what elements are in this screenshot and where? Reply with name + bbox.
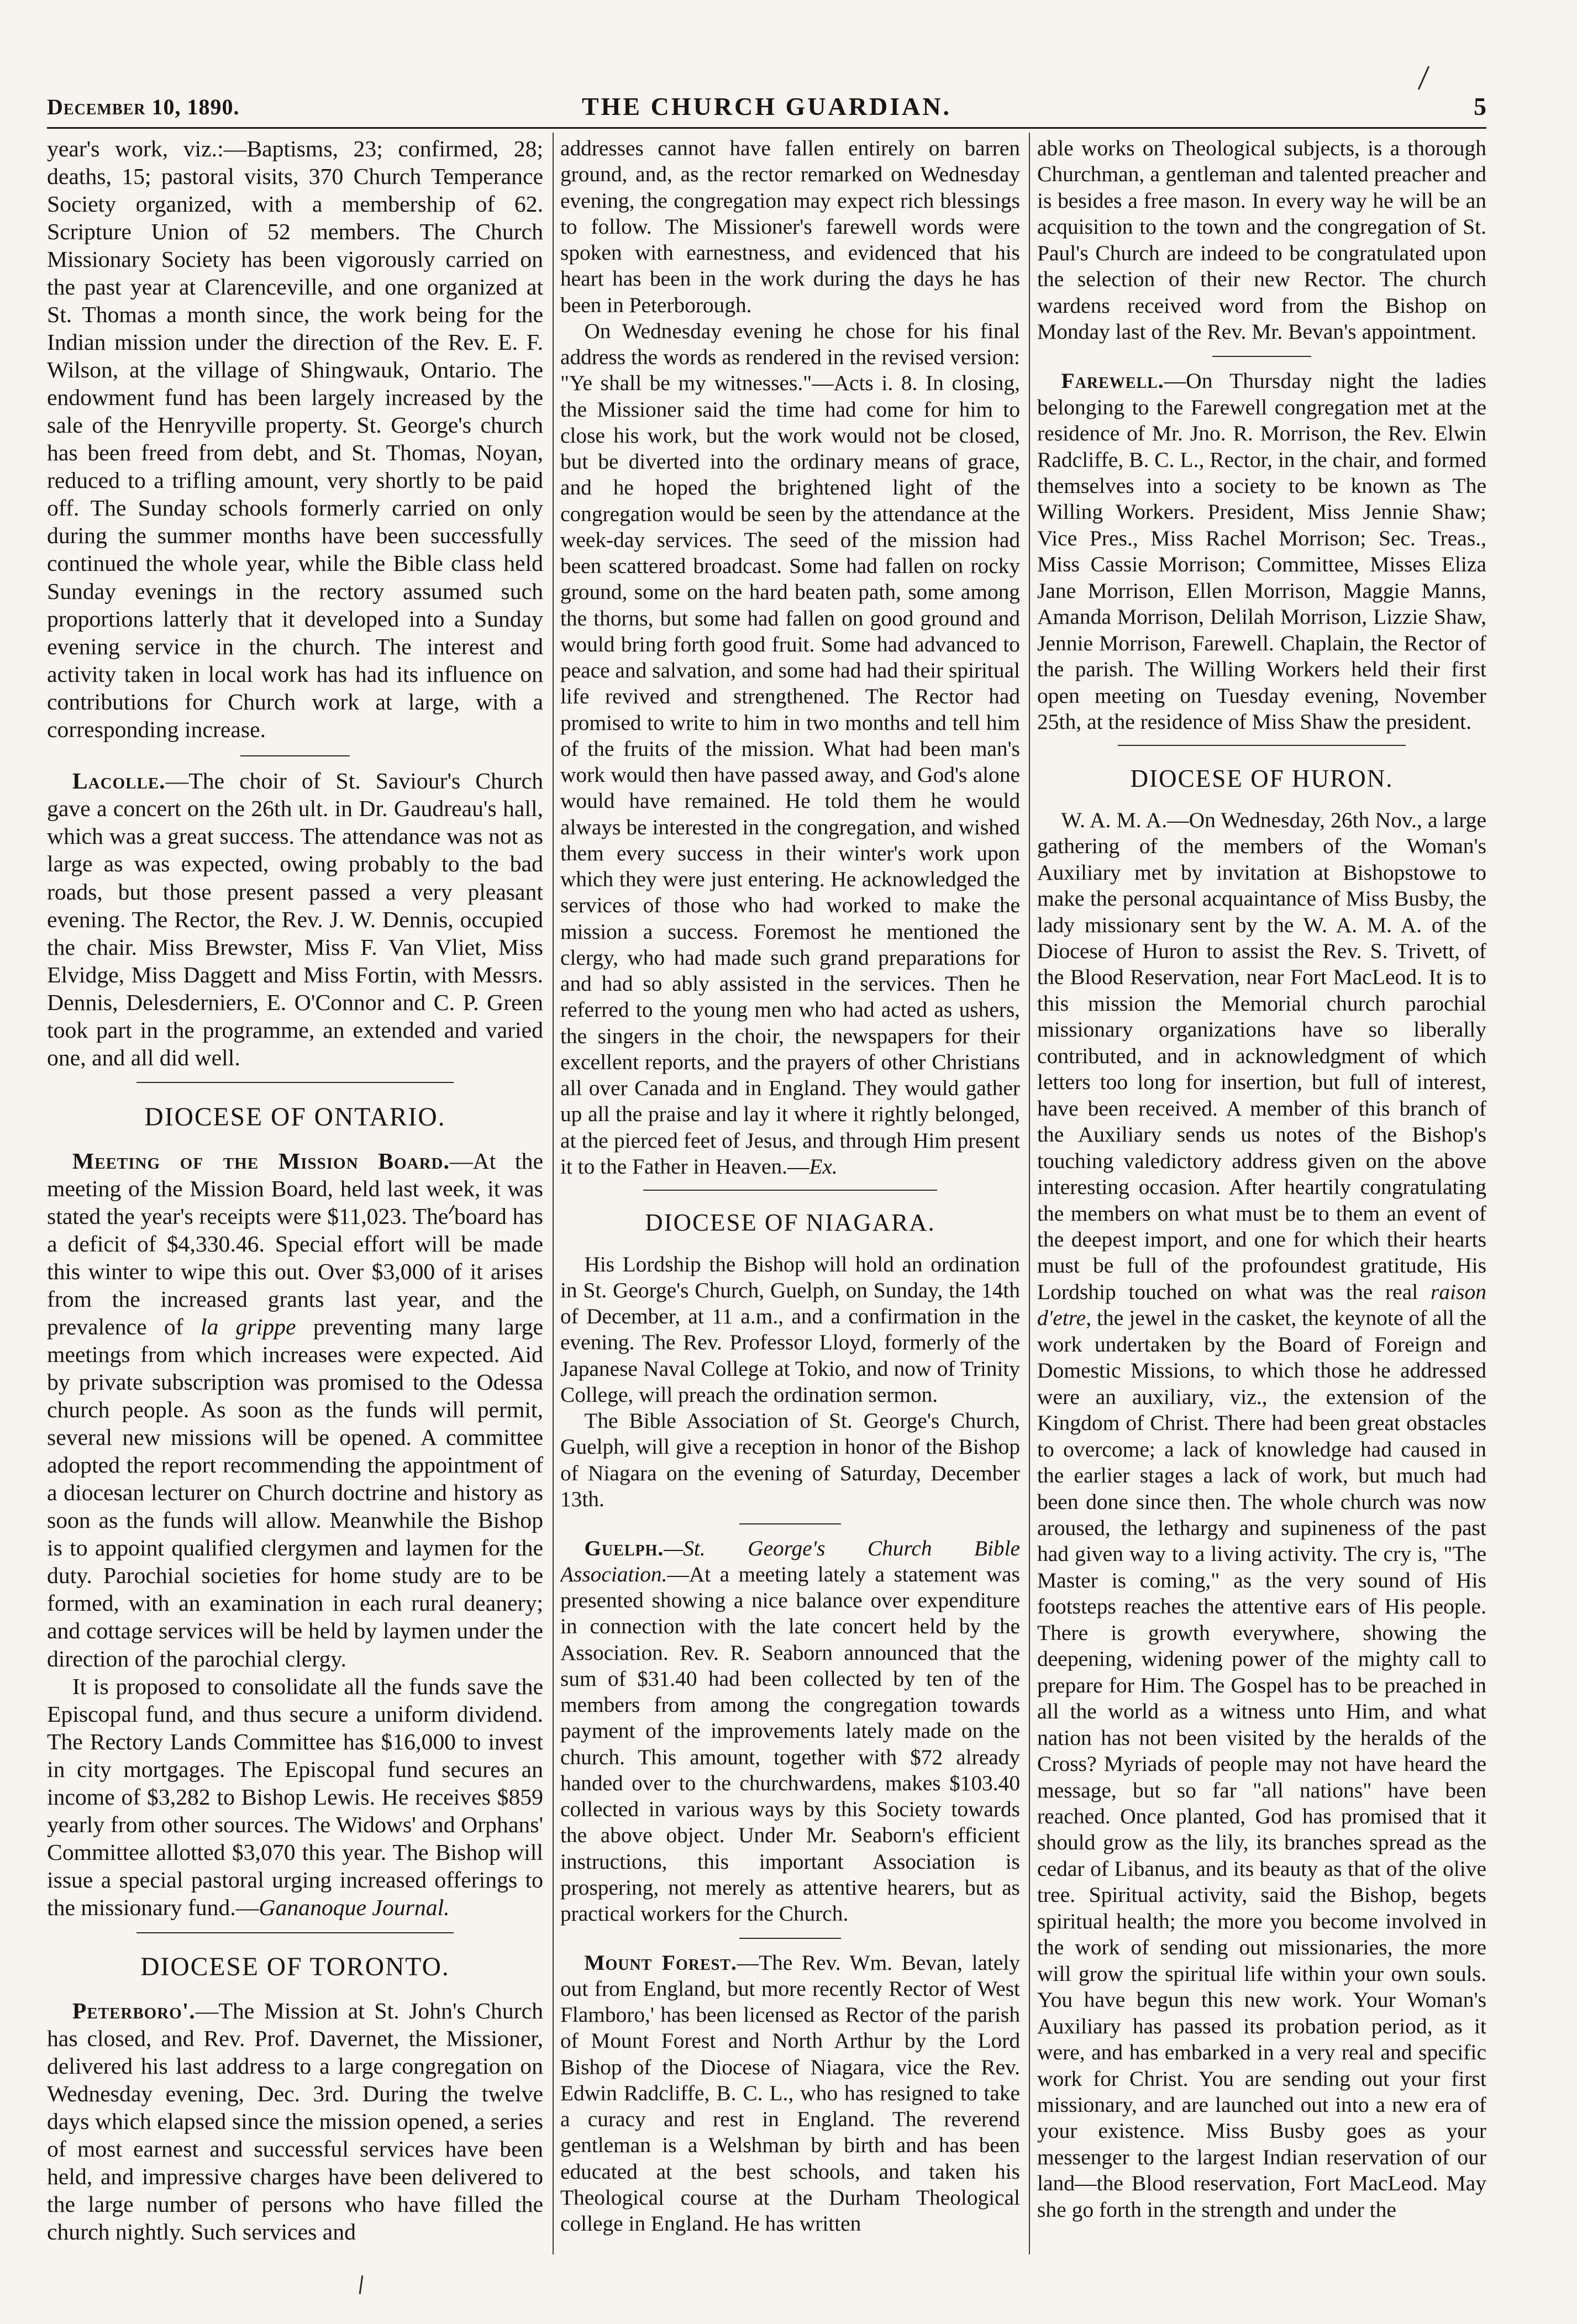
page-header [47, 80, 1486, 124]
masthead-title: THE CHURCH GUARDIAN. [581, 92, 952, 120]
issue-date: December 10, 1890. [47, 94, 240, 119]
section-rule [136, 1932, 454, 1933]
article-text: —On Thursday night the ladies belonging to the Farewell congregation met at the residence of Mr. Jno. R. Morrison, the Rev. Elwin Radcliffe, B. C. L., Rector, in the chair, and formed themselves into a society to be known as The Willing Workers. President, Miss Jennie Shaw; Vice Pres., Miss Rachel Morrison; Sec. Treas., Miss Cassie Morrison; Committee, Misses Eliza Jane Morrison, Ellen Morrison, Maggie Manns, Amanda Morrison, Delilah Morrison, Lizzie Shaw, Jennie Morrison, Farewell. Chaplain, the Rector of the parish. The Willing Workers held their first open meeting on Tuesday evening, November 25th, at the residence of Miss Shaw the president. [1037, 369, 1486, 734]
article-farewell [1037, 368, 1486, 735]
article-bible-association: The Bible Association of St. George's Church, Guelph, will give a reception in honor of the Bishop of Niagara on the evening of Saturday, December 13th. [560, 1408, 1020, 1511]
section-heading-ontario: DIOCESE OF ONTARIO. [144, 1102, 446, 1132]
section-heading-niagara: DIOCESE OF NIAGARA. [645, 1208, 935, 1237]
article-text: W. A. M. A.—On Wednesday, 26th Nov., a large gathering of the members of the Woman's Auxiliary met by invitation at Bishopstowe to make the personal acquaintance of Miss Busby, the lady missionary sent by the W. A. M. A. of the Diocese of Huron to assist the Rev. S. Trivett, of the Blood Reservation, near Fort MacLeod. It is to this mission the Memorial church parochial missionary organizations have so liberally contributed, and in acknowledgment of which letters too long for insertion, but full of interest, have been received. A member of this branch of the Auxiliary sends us notes of the Bishop's touching valedictory address given on the above interesting occasion. After heartily congratulating the members on what must be to them an event of the deepest import, and one for which their hearts must be full of the profoundest gratitude, His Lordship touched on what was the real [1037, 807, 1486, 1304]
dateline: Farewell. [1061, 369, 1164, 393]
article-lacolle [47, 767, 543, 1071]
section-heading-toronto: DIOCESE OF TORONTO. [140, 1952, 450, 1981]
article-text: preventing many large meetings from which increases were expected. Aid by private subscription was promised to the Odessa church people. As soon as the funds will permit, several new missions will be opened. A committee adopted the report recommending the appointment of a diocesan lecturer on Church doctrine and history as soon as the funds will allow. Meanwhile the Bishop is to appoint qualified clergymen and laymen for the duty. Parochial societies for home study are to be formed, with an examination in each rural deanery; and cottage services will be held by laymen under the direction of the parochial clergy. [47, 1315, 543, 1672]
article-text: —The choir of St. Saviour's Church gave a concert on the 26th ult. in Dr. Gaudreau's hall, which was a great success. The attendance was not as large as was expected, owing probably to the bad roads, but those present passed a very pleasant evening. The Rector, the Rev. J. W. Dennis, occupied the chair. Miss Brewster, Miss F. Van Vliet, Miss Elvidge, Miss Daggett and Miss Fortin, with Messrs. Dennis, Delesderniers, E. O'Connor and C. P. Green took part in the programme, an extended and varied one, and all did well. [47, 769, 543, 1071]
header-rule [47, 127, 1486, 129]
article-mission-close [560, 318, 1020, 1180]
page-number: 5 [1474, 92, 1486, 120]
article-text: addresses cannot have fallen entirely on barren ground, and, as the rector remarked on Wednesday evening, the congregation may expect rich blessings to follow. The Missioner's farewell words were spoken with earnestness, and evidenced that his heart has been in the work during the days he has been in Peterborough. [560, 136, 1020, 317]
dateline: Meeting of the Mission Board. [72, 1148, 450, 1174]
separator-rule [240, 755, 350, 756]
article-text: year's work, viz.:—Baptisms, 23; confirmed, 28; deaths, 15; pastoral visits, 370 Church Temperance Society organized, with a membership of 62. Scripture Union of 52 members. The Church Missionary Society has been vigorously carried on the past year at Clarenceville, and one organized at St. Thomas a month since, the work being for the Indian mission under the direction of the Rev. E. F. Wilson, at the village of Shingwauk, Ontario. The endowment fund has been largely increased by the sale of the Henryville property. St. George's church has been freed from debt, and St. Thomas, Noyan, reduced to a trifling amount, very shortly to be paid off. The Sunday schools formerly carried on only during the summer months have been successfully continued the whole year, while the Bible class held Sunday evenings in the rectory assumed such proportions latterly that it developed into a Sunday evening service in the church. The interest and activity taken in local work has had its influence on contributions for Church work at large, with a corresponding increase. [47, 136, 543, 743]
article-text: —At the meeting of the Mission Board, held last week, it was stated the year's receipts were $11,023. The board has a deficit of $4,330.46. Special effort will be made this winter to wipe this out. Over $3,000 of it arises from the increased grants last year, and the prevalence of [47, 1148, 543, 1340]
article-text: —At a meeting lately a statement was presented showing a nice balance over expenditure in connection with the late concert held by the Association. Rev. R. Seaborn announced that the sum of $31.40 had been collected by ten of the members from among the congregation towards payment of the improvements lately made on the church. This amount, together with $72 already handed over to the churchwardens, makes $103.40 collected in various ways by this Society towards the above object. Under Mr. Seaborn's efficient instructions, this important Association is prospering, not merely as attentive hearers, but as practical workers for the Church. [560, 1561, 1020, 1926]
source-credit: Ex. [809, 1154, 838, 1179]
article-mission-board [47, 1148, 543, 1673]
article-funds [47, 1673, 543, 1922]
column-rule-1 [553, 133, 554, 2254]
article-text: —The Mission at St. John's Church has closed, and Rev. Prof. Davernet, the Missioner, delivered his last address to a large congregation on Wednesday evening, Dec. 3rd. During the twelve days which elapsed since the mission opened, a series of most earnest and successful services have been held, and impressive charges have been delivered to the large number of persons who have filled the church nightly. Such services and [47, 1999, 543, 2246]
article-text: On Wednesday evening he chose for his final address the words as rendered in the revised version: "Ye shall be my witnesses."—Acts i. 8. In closing, the Missioner said the time had come for him to close his work, but the work would not be closed, but be diverted into the ordinary means of grace, and he hoped the brightened light of the congregation would be seen by the attendance at the week-day services. The seed of the mission had been scattered broadcast. Some had fallen on rocky ground, some on the hard beaten path, some among the thorns, but some had fallen on good ground and would bring forth good fruit. Some had advanced to peace and salvation, and some had had their spiritual life revived and strengthened. The Rector had promised to write to him in two months and tell him of the fruits of the mission. What had been man's work would then have passed away, and God's alone would have remained. He told them he would always be interested in the congregation, and wished them every success in their winter's work upon which they were just entering. He acknowledged the services of those who had worked to make the mission a success. Foremost he mentioned the clergy, who had made such grand preparations for and had so ably assisted in the services. Then he referred to the young men who had acted as ushers, the singers in the choir, the newspapers for their excellent reports, and the prayers of other Christians all over Canada and in England. They would gather up all the praise and lay it where it rightly belonged, at the pierced feet of Jesus, and through Him present it to the Father in Heaven.— [560, 318, 1020, 1179]
column-2 [560, 135, 1020, 2246]
italic-phrase: la grippe [200, 1315, 296, 1340]
section-rule [136, 1082, 454, 1083]
source-credit: Gananoque Journal. [259, 1895, 450, 1921]
dateline: Mount Forest. [584, 1950, 737, 1975]
separator-rule [739, 1523, 840, 1524]
column-3 [1037, 135, 1486, 2246]
separator-rule [739, 1938, 840, 1939]
pen-mark [359, 2275, 364, 2294]
column-1 [47, 135, 543, 2246]
article-peterboro [47, 1997, 543, 2246]
article-wama [1037, 807, 1486, 2223]
separator-rule [1212, 356, 1311, 357]
section-rule [1118, 745, 1405, 746]
section-heading-huron: DIOCESE OF HURON. [1130, 764, 1394, 792]
dateline: Lacolle. [72, 769, 166, 795]
article-text: It is proposed to consolidate all the funds save the Episcopal fund, and thus secure a uniform dividend. The Rectory Lands Committee has $16,000 to invest in city mortgages. The Episcopal fund secures an income of $3,282 to Bishop Lewis. He receives $859 yearly from other sources. The Widows' and Orphans' Committee allotted $3,070 this year. The Bishop will issue a special pastoral urging increased offerings to the missionary fund.— [47, 1674, 543, 1921]
article-ordination: His Lordship the Bishop will hold an ordination in St. George's Church, Guelph, on Sunday, the 14th of December, at 11 a.m., and a confirmation in the evening. The Rev. Professor Lloyd, formerly of the Japanese Naval College at Tokio, and now of Trinity College, will preach the ordination sermon. [560, 1252, 1020, 1407]
article-guelph [560, 1536, 1020, 1927]
dateline: Peterboro'. [72, 1999, 196, 2025]
dateline: Guelph. [584, 1536, 664, 1560]
section-rule [643, 1190, 937, 1191]
article-mount-forest [560, 1950, 1020, 2237]
article-text: able works on Theological subjects, is a thorough Churchman, a gentleman and talented preacher and is besides a free mason. In every way he will be an acquisition to the town and the congregation of St. Paul's Church are indeed to be congratulated upon the selection of their new Rector. The church wardens received word from the Bishop on Monday last of the Rev. Mr. Bevan's appointment. [1037, 136, 1486, 344]
italic-subhead: —St. George's Church Bible Association. [560, 1536, 1020, 1586]
column-rule-2 [1029, 133, 1030, 2254]
article-text: , the jewel in the casket, the keynote of all the work undertaken by the Board of Foreign and Domestic Missions, to which those he addressed were an auxiliary, viz., the extension of the Kingdom of Christ. There had been great obstacles to overcome; a lack of knowledge had caused in the earlier stages a lack of work, but much had been done since then. The whole church was now aroused, the lethargy and supineness of the past had given way to a living activity. The cry is, "The Master is coming," as the very sound of His footsteps reaches the attentive ears of His people. There is growth everywhere, showing the deepening, widening power of the mighty call to prepare for Him. The Gospel has to be preached in all the world as a witness unto Him, and what nation has not been visited by the heralds of the Cross? Myriads of people may not have heard the message, but so far "all nations" have been reached. Once planted, God has promised that it should grow as the lily, its branches spread as the cedar of Libanus, and its beauty as that of the olive tree. Spiritual activity, said the Bishop, begets spiritual health; the more you become involved in the work of sending out missionaries, the more will grow the spiritual life within your own souls. You have begun this new work. Your Woman's Auxiliary has passed its probation period, as it were, and has embarked in a very real and specific work for Christ. You are sending out your first missionary, and are launched out into a new era of your existence. Miss Busby goes as your messenger to the largest Indian reservation of our land—the Blood reservation, Fort MacLeod. May she go forth in the strength and under the [1037, 1306, 1486, 2222]
article-text: —The Rev. Wm. Bevan, lately out from England, but more recently Rector of West Flamboro,' has been licensed as Rector of the parish of Mount Forest and North Arthur by the Lord Bishop of the Diocese of Niagara, vice the Rev. Edwin Radcliffe, B. C. L., who has resigned to take a curacy and rest in England. The reverend gentleman is a Welshman by birth and has been educated at the best schools, and taken his Theological course at the Durham Theological college in England. He has written [560, 1950, 1020, 2236]
italic-phrase: raison d'etre [1037, 1279, 1486, 1331]
